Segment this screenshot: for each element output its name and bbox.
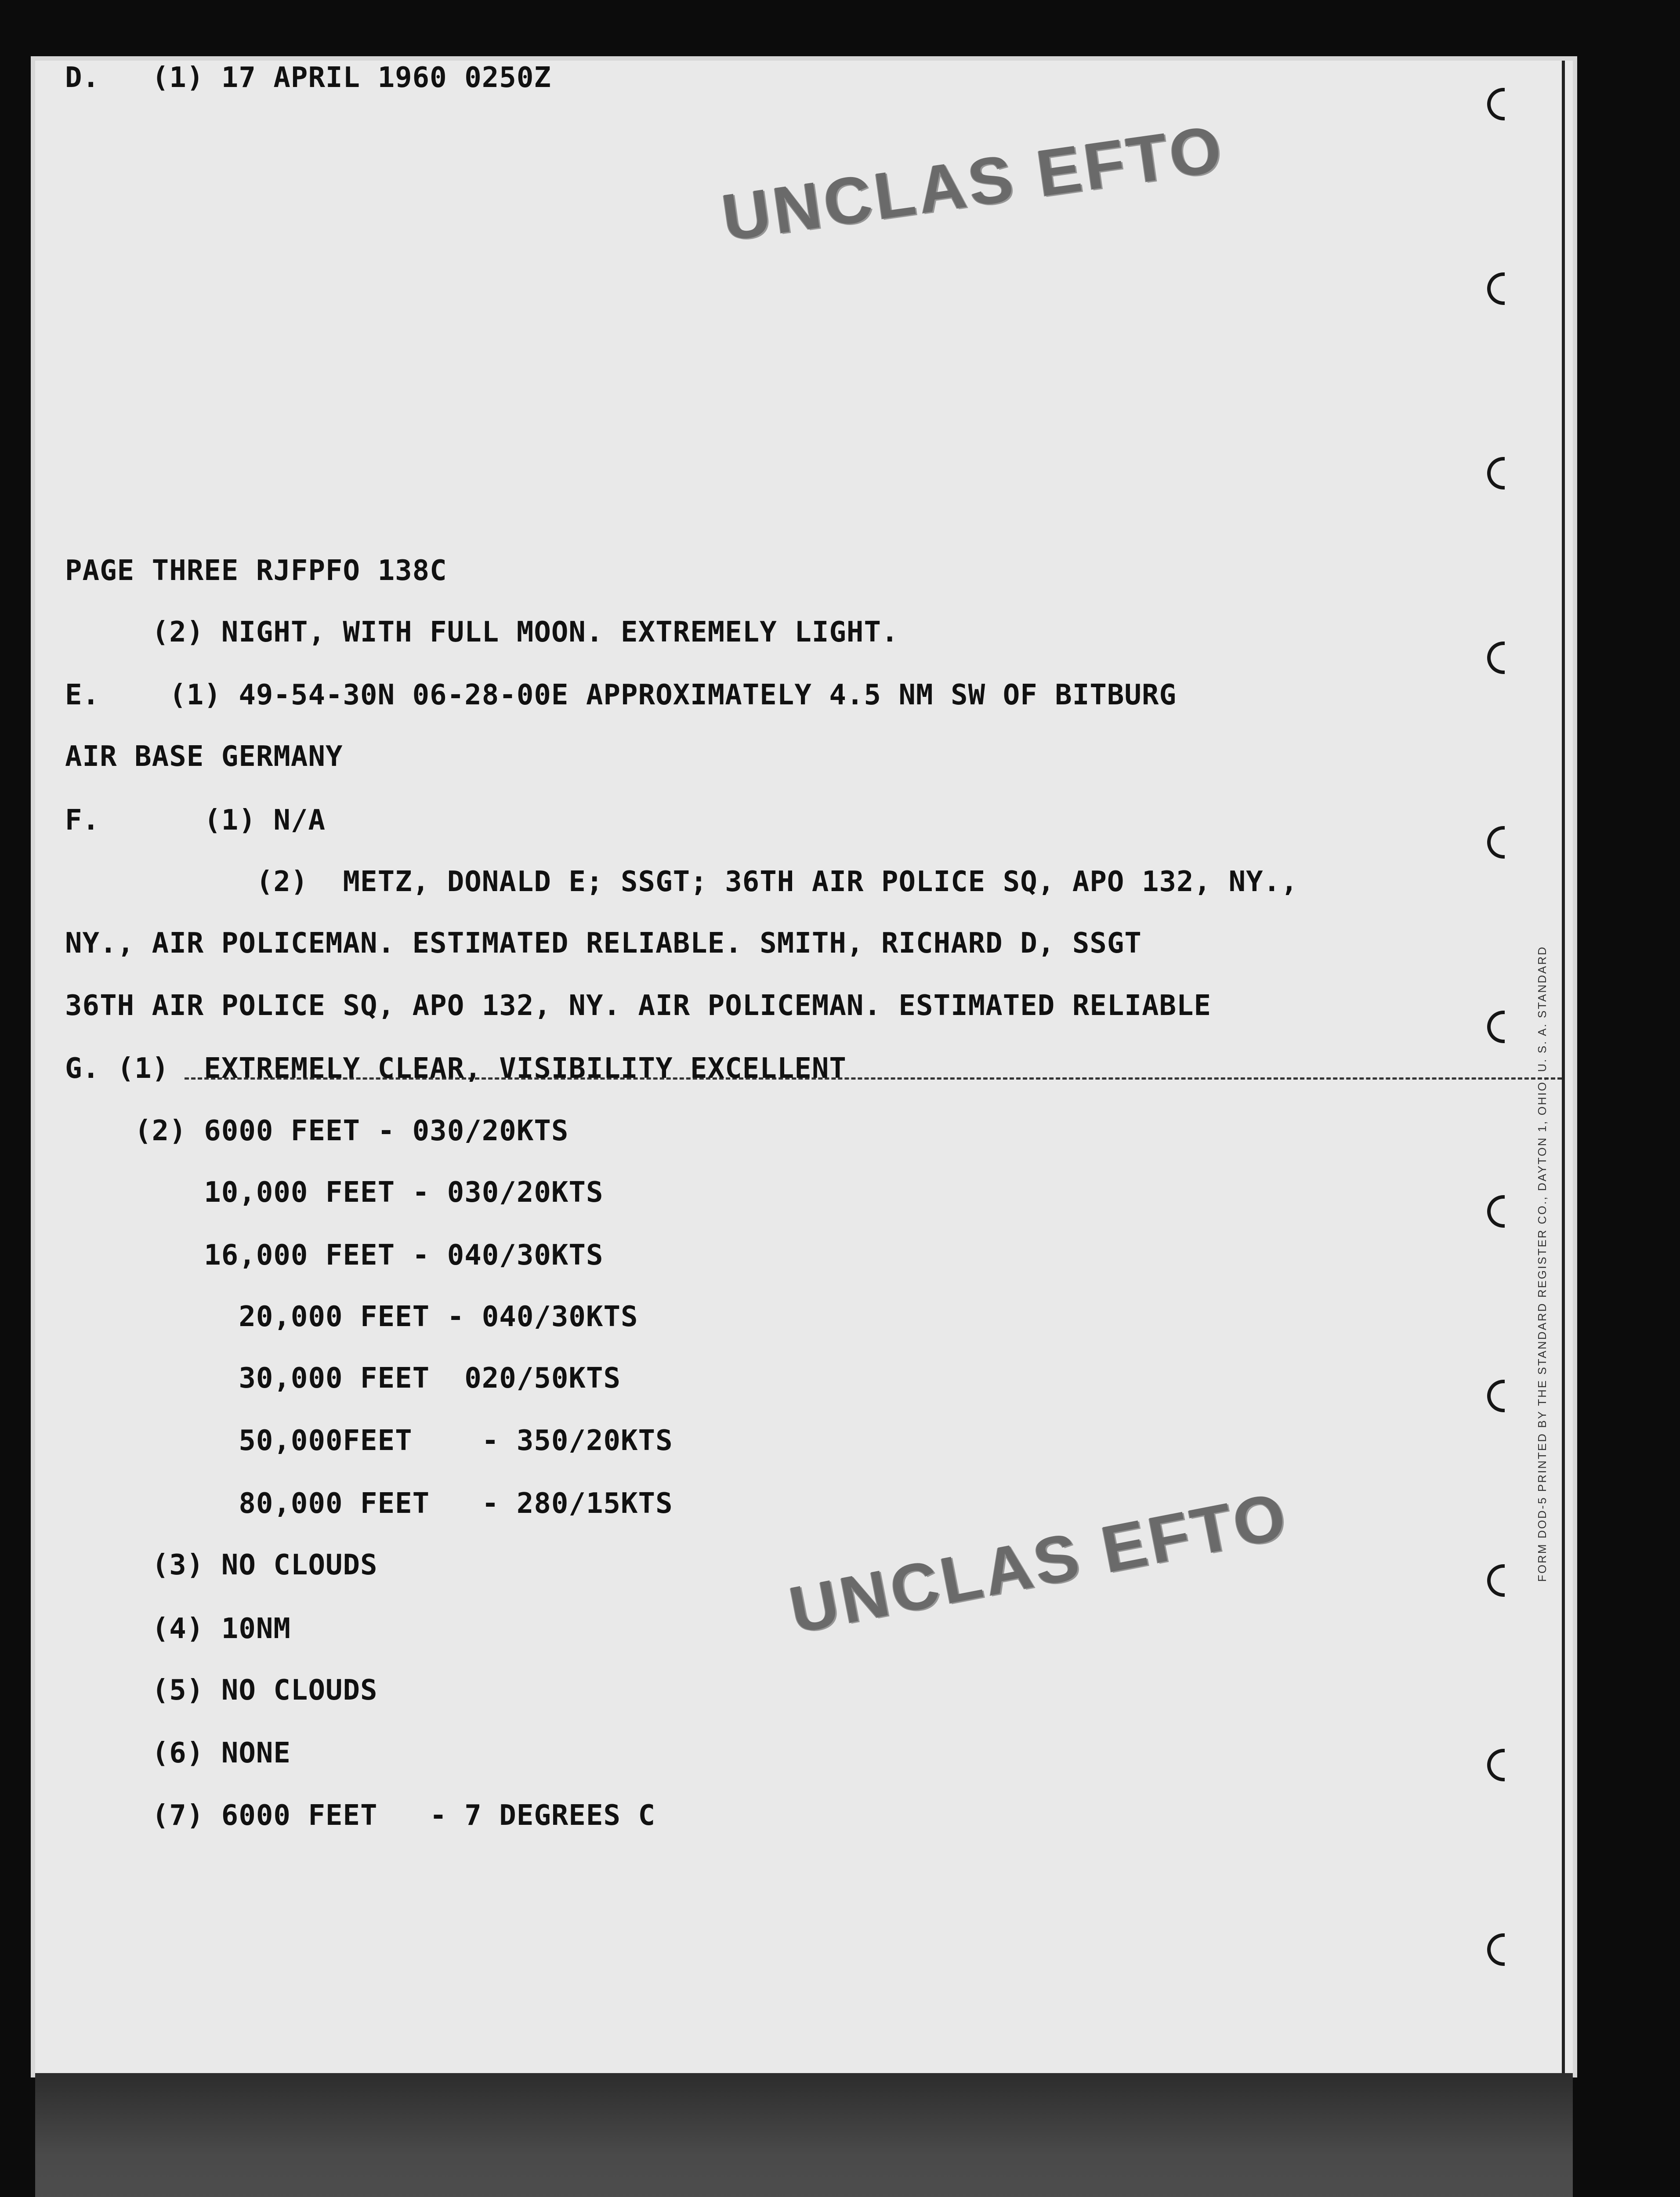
- margin-rule: [1562, 61, 1565, 2073]
- paragraph-g2: (2) 6000 FEET - 030/20KTS: [65, 1115, 569, 1147]
- paragraph-g6: (6) NONE: [65, 1737, 291, 1769]
- paragraph-g7: (7) 6000 FEET - 7 DEGREES C: [65, 1799, 656, 1832]
- winds-aloft-row: 20,000 FEET - 040/30KTS: [65, 1301, 638, 1333]
- paragraph-e1: E. (1) 49-54-30N 06-28-00E APPROXIMATELY 4.5 NM SW OF BITBURG: [65, 679, 1177, 711]
- winds-aloft-row: 16,000 FEET - 040/30KTS: [65, 1239, 604, 1272]
- paragraph-e1-cont: AIR BASE GERMANY: [65, 740, 343, 773]
- classification-stamp: UNCLAS EFTO: [717, 111, 1229, 255]
- paragraph-f2-cont: NY., AIR POLICEMAN. ESTIMATED RELIABLE. SMITH, RICHARD D, SSGT: [65, 927, 1142, 960]
- paragraph-d2: (2) NIGHT, WITH FULL MOON. EXTREMELY LIGHT.: [65, 616, 899, 649]
- form-imprint: FORM DOD-5 PRINTED BY THE STANDARD REGISTER CO., DAYTON 1, OHIO, U. S. A. STANDARD: [1535, 946, 1549, 1582]
- underlying-page-edge: [35, 2073, 1573, 2197]
- paragraph-g1: G. (1) EXTREMELY CLEAR, VISIBILITY EXCELLENT: [65, 1052, 847, 1085]
- winds-aloft-row: 80,000 FEET - 280/15KTS: [65, 1487, 673, 1520]
- paragraph-g4: (4) 10NM: [65, 1613, 291, 1645]
- page-header: PAGE THREE RJFPFO 138C: [65, 555, 447, 587]
- paragraph-g5: (5) NO CLOUDS: [65, 1674, 378, 1707]
- paragraph-f2-cont2: 36TH AIR POLICE SQ, APO 132, NY. AIR POLICEMAN. ESTIMATED RELIABLE: [65, 990, 1212, 1022]
- paragraph-g3: (3) NO CLOUDS: [65, 1549, 378, 1581]
- winds-aloft-row: 50,000FEET - 350/20KTS: [65, 1425, 673, 1457]
- winds-aloft-row: 30,000 FEET 020/50KTS: [65, 1362, 621, 1395]
- classification-stamp: UNCLAS EFTO: [784, 1478, 1295, 1647]
- winds-aloft-row: 10,000 FEET - 030/20KTS: [65, 1176, 604, 1209]
- paragraph-f1: F. (1) N/A: [65, 804, 326, 837]
- paragraph-f2: (2) METZ, DONALD E; SSGT; 36TH AIR POLICE SQ, APO 132, NY.,: [65, 866, 1298, 898]
- paragraph-d1: D. (1) 17 APRIL 1960 0250Z: [65, 62, 551, 94]
